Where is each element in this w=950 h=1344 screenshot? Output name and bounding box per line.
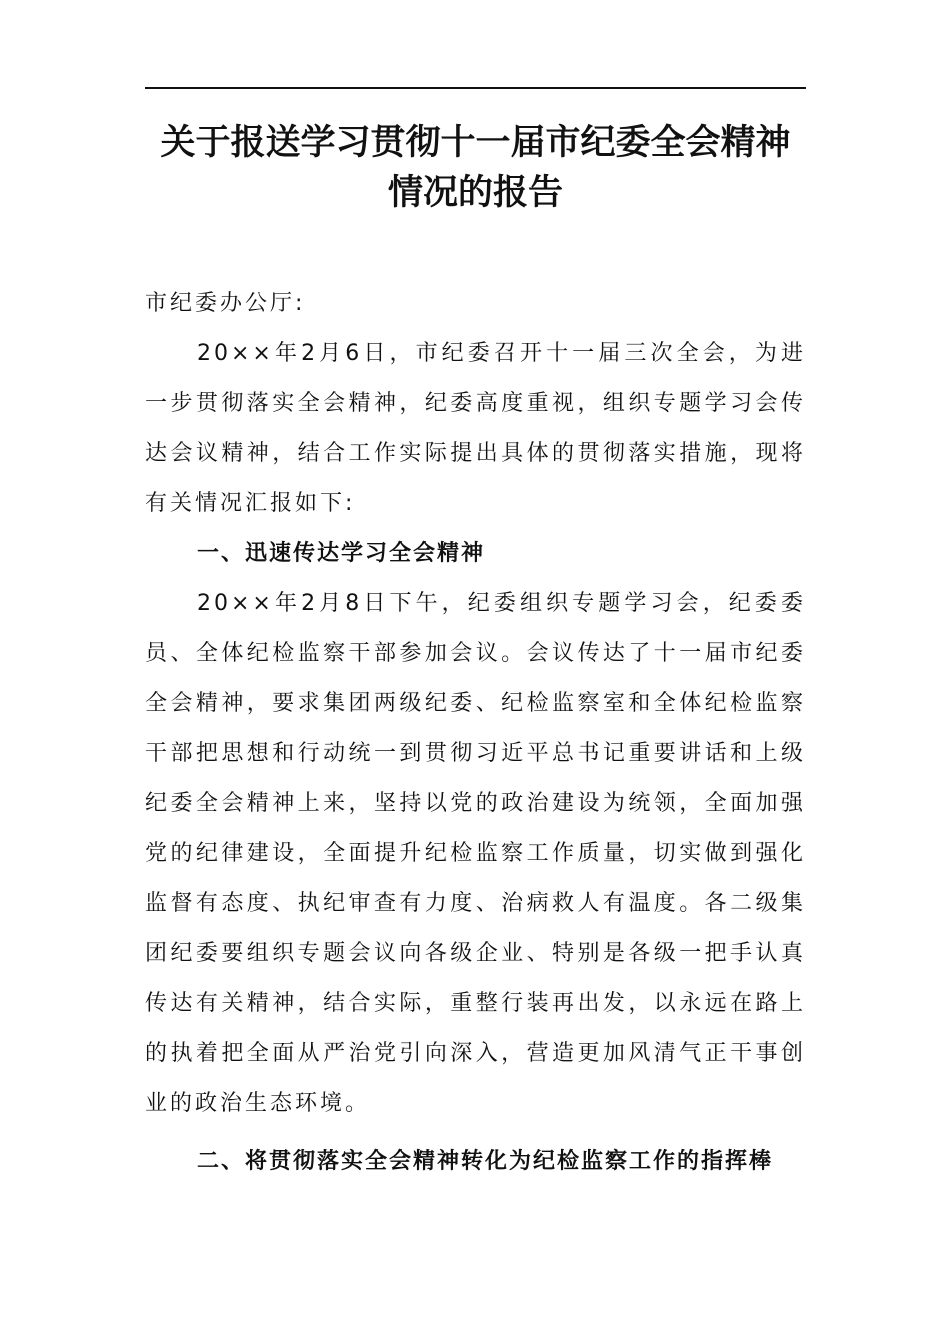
section-1-paragraph: 20××年2月8日下午，纪委组织专题学习会，纪委委员、全体纪检监察干部参加会议。会议传达了十一届市纪委全会精神，要求集团两级纪委、纪检监察室和全体纪检监察干部把思想和行动统一到贯彻习近平总书记重要讲话和上级纪委全会精神上来，坚持以党的政治建设为统领，全面加强党的纪律建设，全面提升纪检监察工作质量，切实做到强化监督有态度、执纪审查有力度、治病救人有温度。各二级集团纪委要组织专题会议向各级企业、特别是各级一把手认真传达有关精神，结合实际，重整行装再出发，以永远在路上的执着把全面从严治党引向深入，营造更加风清气正干事创业的政治生态环境。 xyxy=(145,591,806,1116)
intro-paragraph: 20××年2月6日，市纪委召开十一届三次全会，为进一步贯彻落实全会精神，纪委高度重视，组织专题学习会传达会议精神，结合工作实际提出具体的贯彻落实措施，现将有关情况汇报如下: xyxy=(145,341,806,516)
section-1-heading: 一、迅速传达学习全会精神 xyxy=(197,541,486,566)
header-rule xyxy=(145,87,806,89)
document-title xyxy=(145,118,806,218)
title-line-1: 关于报送学习贯彻十一届市纪委全会精神 xyxy=(160,122,791,163)
section-2-heading: 二、将贯彻落实全会精神转化为纪检监察工作的指挥棒 xyxy=(197,1149,774,1174)
document-body xyxy=(145,279,806,1187)
title-line-2: 情况的报告 xyxy=(387,172,563,213)
salutation: 市纪委办公厅: xyxy=(145,291,306,316)
